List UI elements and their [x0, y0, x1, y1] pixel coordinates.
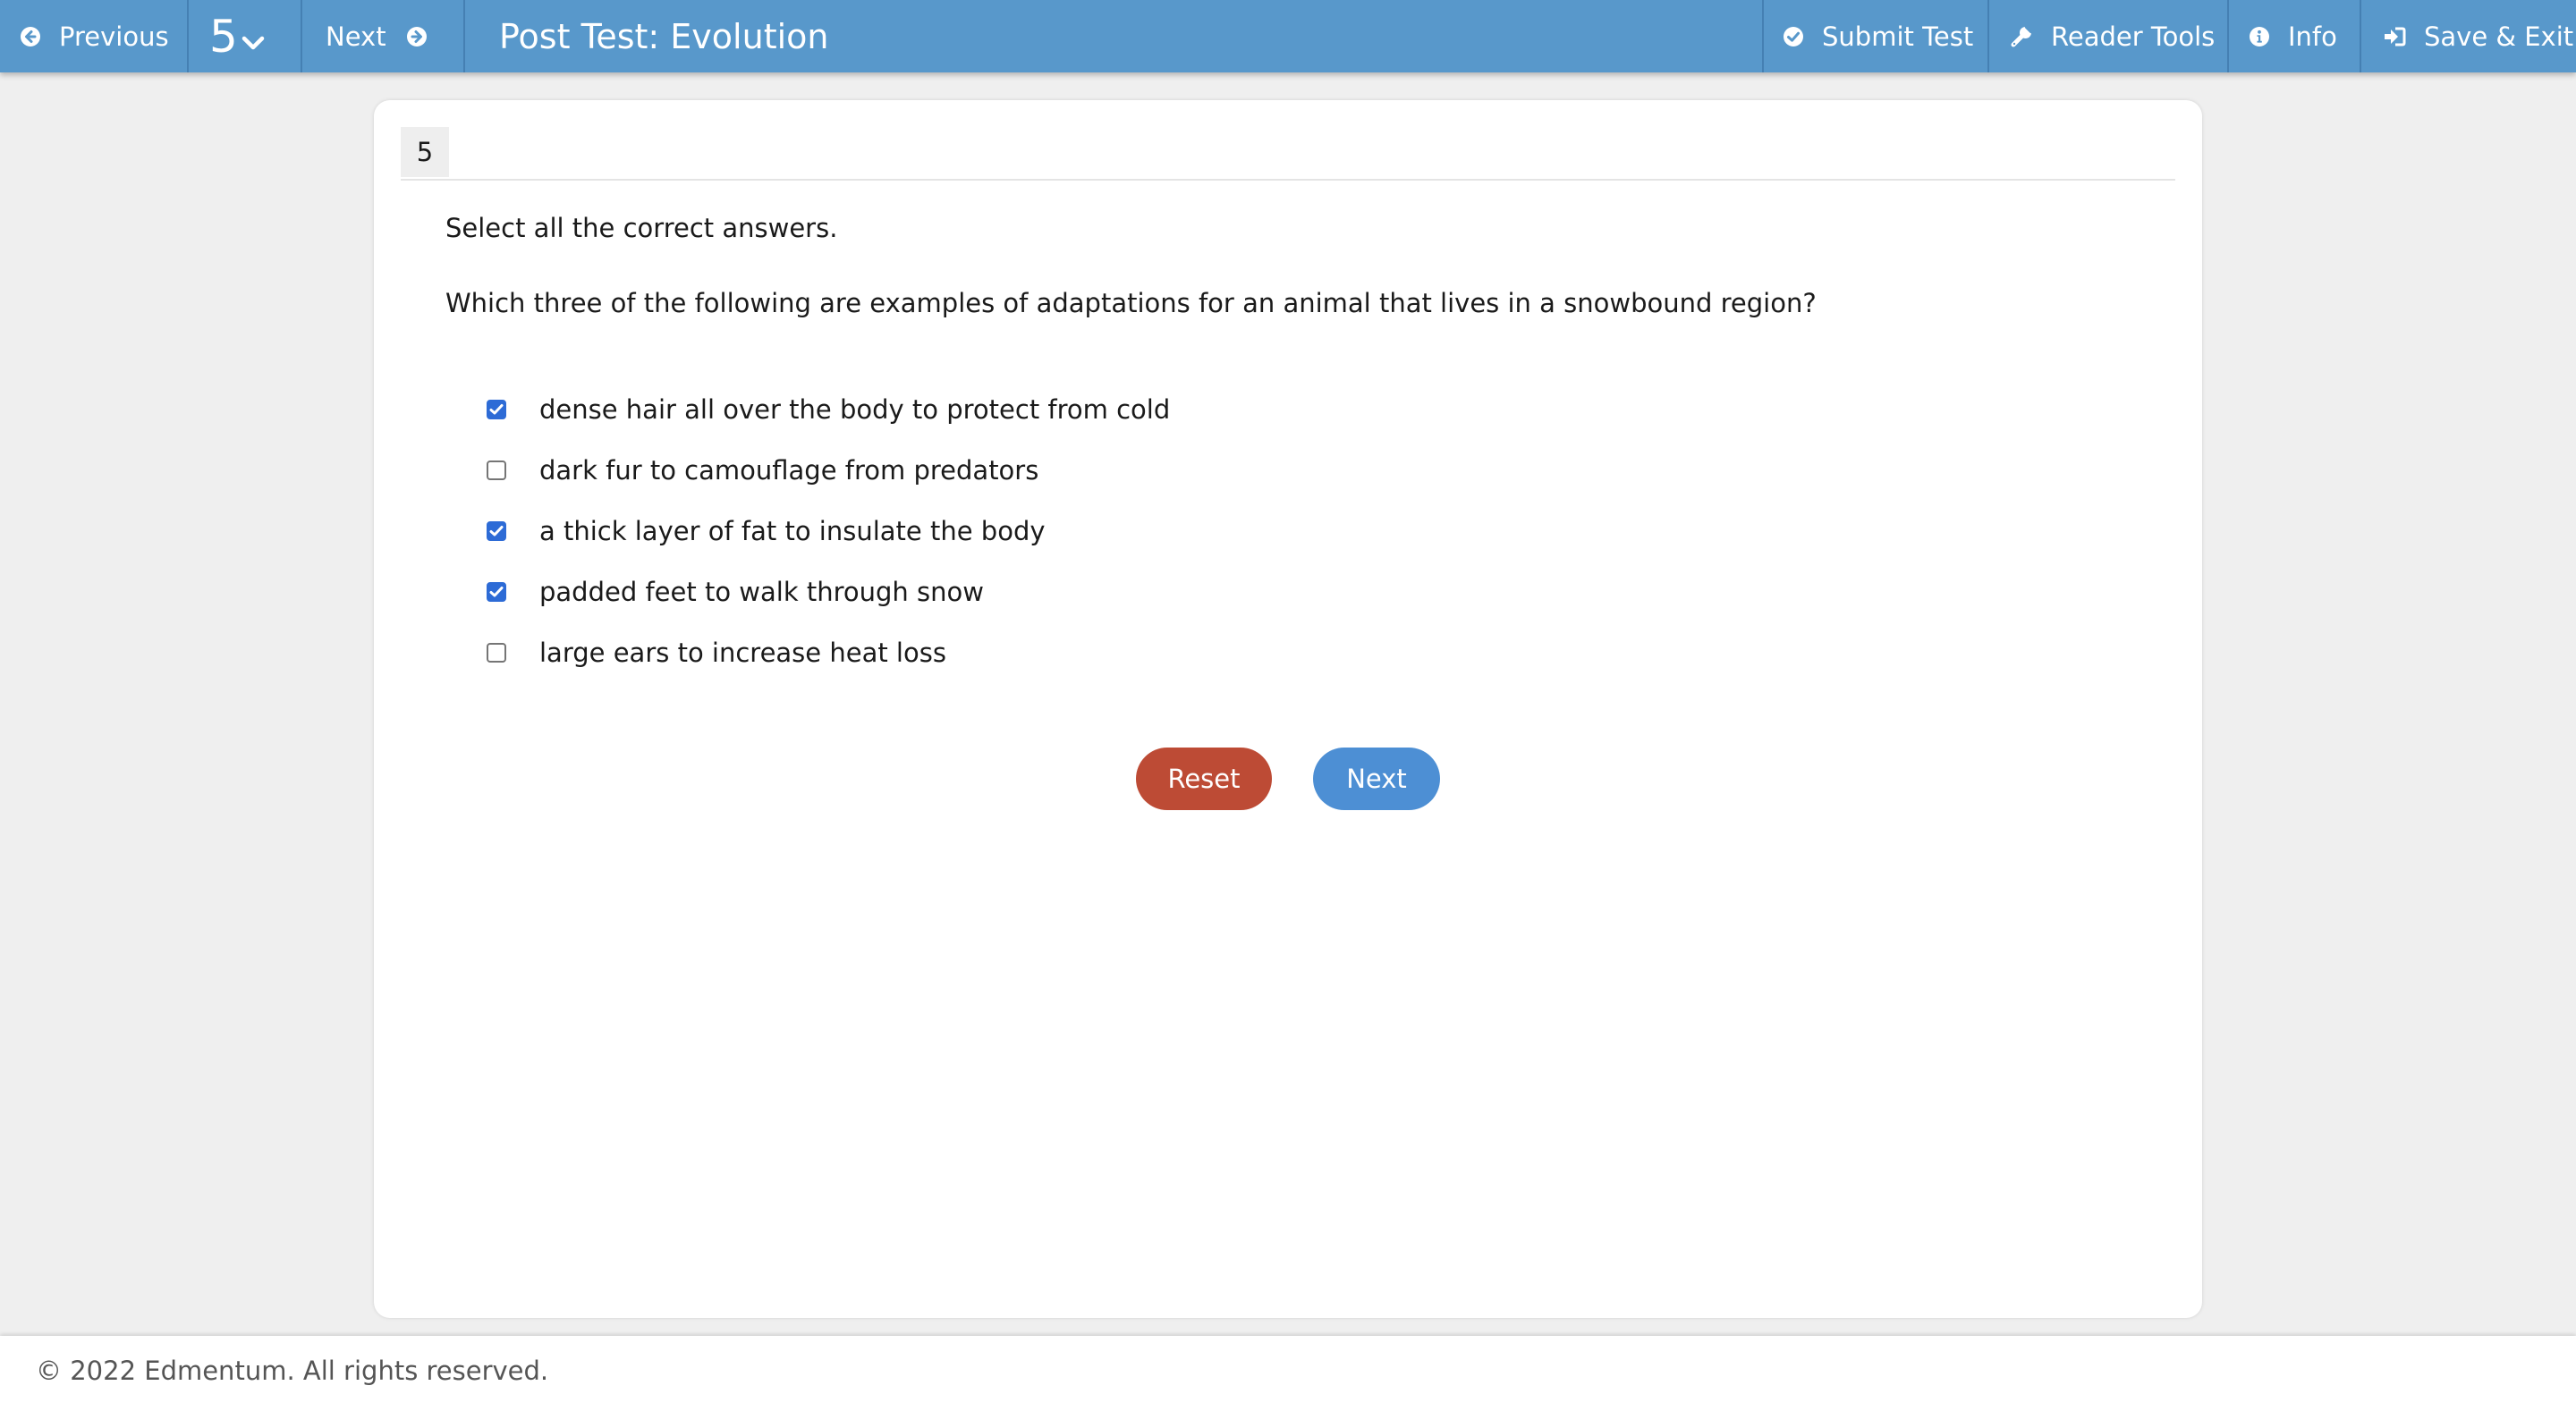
answer-option[interactable] — [487, 452, 1038, 488]
copyright-text: © 2022 Edmentum. All rights reserved. — [36, 1356, 549, 1386]
info-label: Info — [2288, 21, 2337, 52]
topbar-divider — [1987, 0, 1989, 72]
topbar-divider — [301, 0, 302, 72]
submit-test-label: Submit Test — [1822, 21, 1974, 52]
question-instruction: Select all the correct answers. — [445, 213, 838, 243]
arrow-circle-right-icon — [406, 26, 428, 47]
test-title: Post Test: Evolution — [499, 16, 829, 56]
question-number-tab: 5 — [401, 127, 449, 177]
footer — [0, 1336, 2576, 1411]
answer-checkbox[interactable] — [487, 521, 506, 541]
save-exit-label: Save & Exit — [2424, 21, 2574, 52]
answer-label: padded feet to walk through snow — [539, 577, 984, 607]
reset-button[interactable]: Reset — [1136, 748, 1272, 810]
previous-button[interactable] — [20, 0, 169, 72]
question-text: Which three of the following are examples of adaptations for an animal that lives in a snowbound region? — [445, 288, 1817, 318]
check-circle-icon — [1783, 26, 1804, 47]
question-header-divider — [401, 179, 2175, 181]
next-button[interactable]: Next — [1313, 748, 1440, 810]
reader-tools-button[interactable] — [2010, 0, 2215, 72]
sign-out-icon — [2383, 26, 2406, 47]
arrow-circle-left-icon — [20, 26, 41, 47]
answer-checkbox[interactable] — [487, 400, 506, 419]
info-circle-icon — [2249, 26, 2270, 47]
previous-label: Previous — [59, 21, 169, 52]
answer-label: dense hair all over the body to protect from cold — [539, 394, 1171, 425]
next-question-button[interactable] — [326, 0, 428, 72]
wrench-icon — [2010, 25, 2033, 48]
topbar-divider — [187, 0, 189, 72]
topbar-divider — [463, 0, 465, 72]
answer-label: a thick layer of fat to insulate the body — [539, 516, 1046, 546]
info-button[interactable] — [2249, 0, 2337, 72]
answer-option[interactable] — [487, 635, 946, 671]
question-number-display: 5 — [209, 10, 238, 63]
answer-label: dark fur to camouflage from predators — [539, 455, 1039, 486]
next-label: Next — [326, 21, 386, 52]
topbar-divider — [2227, 0, 2229, 72]
answer-checkbox[interactable] — [487, 460, 506, 480]
reader-tools-label: Reader Tools — [2051, 21, 2216, 52]
answer-checkbox[interactable] — [487, 582, 506, 602]
answer-option[interactable] — [487, 574, 984, 610]
answer-option[interactable] — [487, 513, 1046, 549]
save-exit-button[interactable] — [2383, 0, 2573, 72]
answer-option[interactable] — [487, 392, 1170, 427]
question-number-dropdown[interactable] — [209, 0, 265, 72]
question-card — [374, 100, 2202, 1318]
answer-checkbox[interactable] — [487, 643, 506, 663]
topbar-divider — [2360, 0, 2361, 72]
chevron-down-icon — [242, 35, 265, 51]
top-navigation-bar — [0, 0, 2576, 72]
submit-test-button[interactable] — [1783, 0, 1973, 72]
topbar-divider — [1762, 0, 1764, 72]
answer-label: large ears to increase heat loss — [539, 638, 946, 668]
